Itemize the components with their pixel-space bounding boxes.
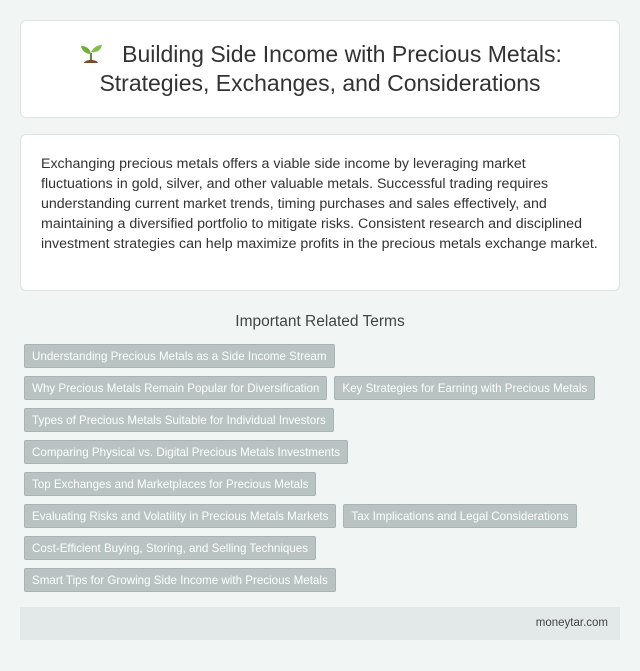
- title-card: [20, 20, 620, 118]
- related-terms-list: [24, 344, 624, 592]
- term-tag[interactable]: Types of Precious Metals Suitable for Individual Investors: [24, 408, 334, 432]
- page-title: [41, 40, 599, 98]
- term-tag[interactable]: Evaluating Risks and Volatility in Precious Metals Markets: [24, 504, 336, 528]
- term-tag[interactable]: Cost-Efficient Buying, Storing, and Selling Techniques: [24, 536, 316, 560]
- summary-paragraph: Exchanging precious metals offers a viable side income by leveraging market fluctuations in gold, silver, and other valuable metals. Successful trading requires understanding current market trends, timing purchases and sales effectively, and maintaining a diversified portfolio to mitigate risks. Consistent research and disciplined investment strategies can help maximize profits in the precious metals exchange market.: [41, 156, 598, 252]
- term-tag[interactable]: Tax Implications and Legal Considerations: [343, 504, 576, 528]
- page-title-text: Building Side Income with Precious Metals: Strategies, Exchanges, and Considerations: [99, 41, 562, 96]
- term-tag[interactable]: Smart Tips for Growing Side Income with Precious Metals: [24, 568, 336, 592]
- sprout-icon: [78, 41, 104, 67]
- term-tag[interactable]: Understanding Precious Metals as a Side Income Stream: [24, 344, 335, 368]
- footer-site-name[interactable]: moneytar.com: [535, 617, 608, 629]
- summary-card: [20, 134, 620, 291]
- footer: [20, 607, 620, 640]
- term-tag[interactable]: Top Exchanges and Marketplaces for Precious Metals: [24, 472, 316, 496]
- term-tag[interactable]: Why Precious Metals Remain Popular for Diversification: [24, 376, 327, 400]
- term-tag[interactable]: Comparing Physical vs. Digital Precious Metals Investments: [24, 440, 348, 464]
- term-tag[interactable]: Key Strategies for Earning with Precious Metals: [334, 376, 595, 400]
- related-terms-heading: Important Related Terms: [235, 313, 405, 330]
